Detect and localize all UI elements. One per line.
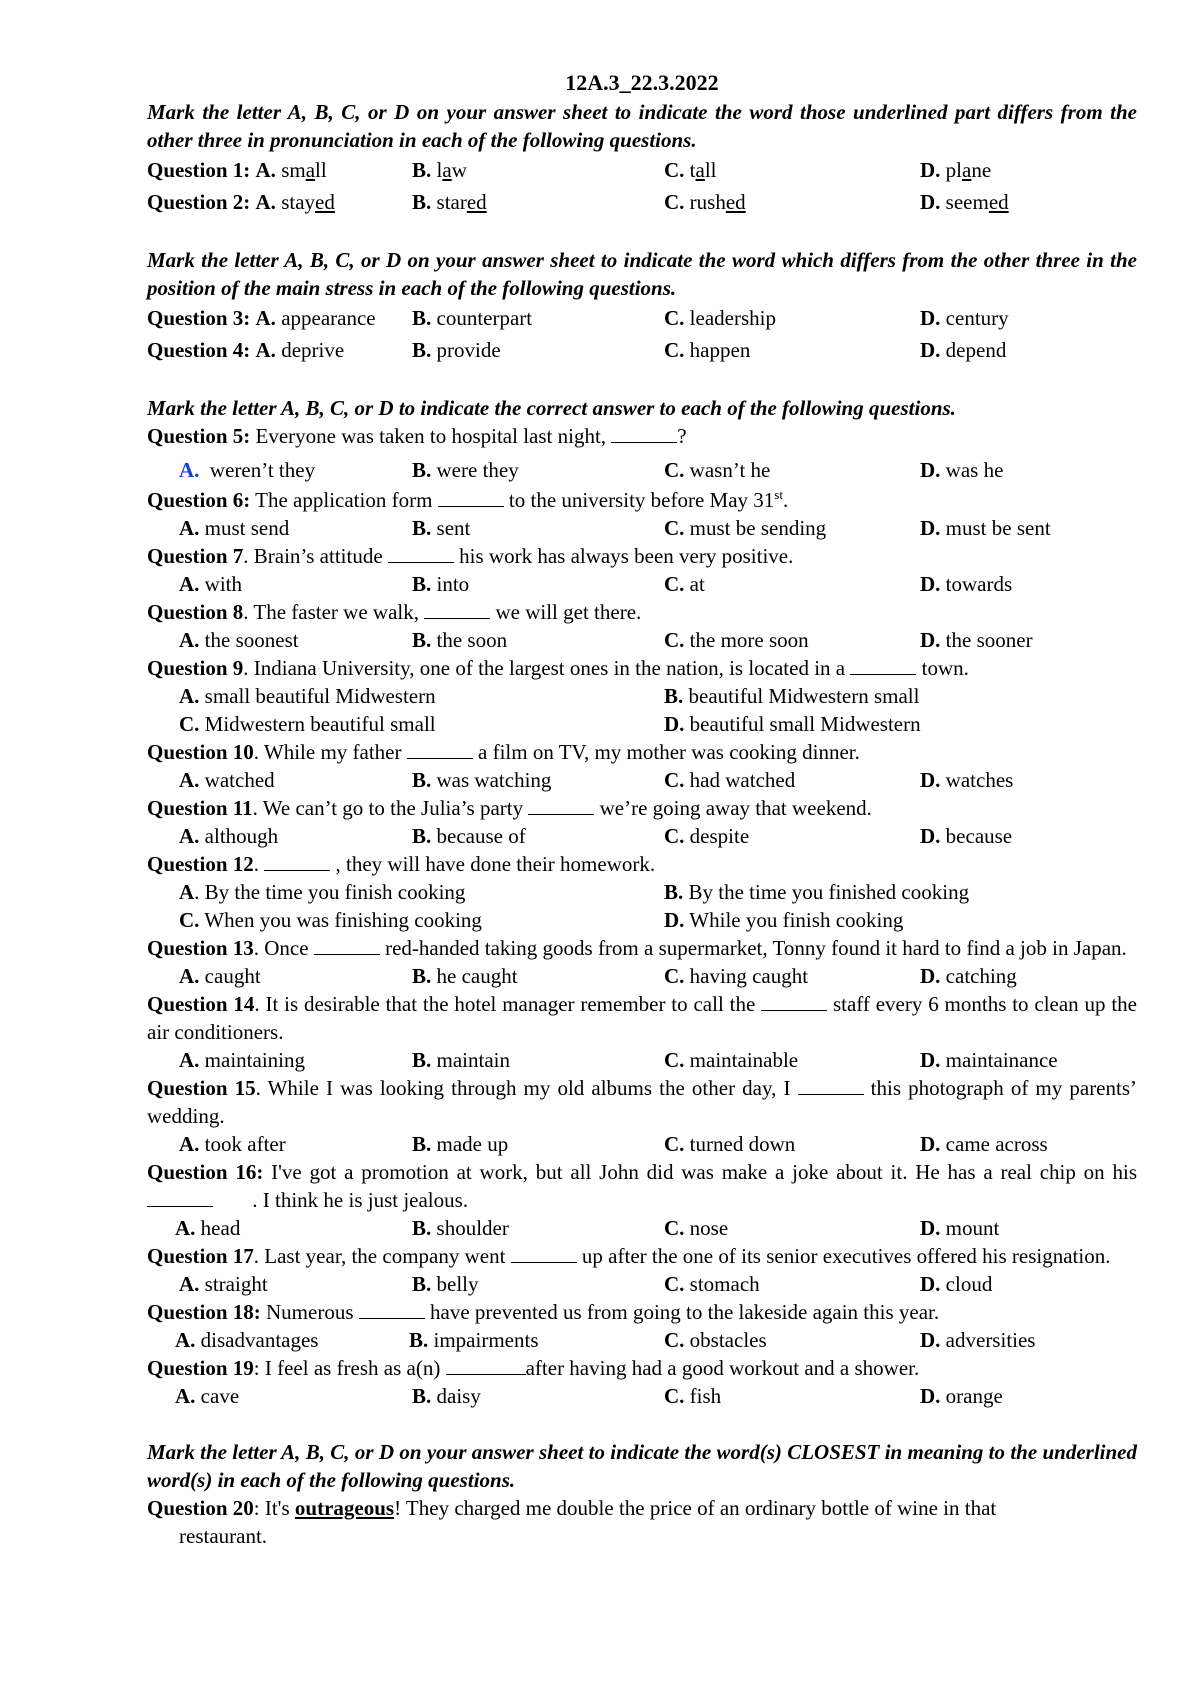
question-18-options	[147, 1326, 1137, 1354]
answer-blank	[388, 544, 454, 563]
option-d: D. mount	[920, 1216, 1000, 1240]
question-label: Question 3:	[147, 306, 251, 330]
question-label: Question 2:	[147, 190, 251, 214]
answer-blank	[424, 600, 490, 619]
option-d: D. towards	[920, 572, 1013, 596]
option-c: C. the more soon	[664, 628, 809, 652]
question-5-options	[147, 450, 1137, 486]
question-7-stem: Question 7. Brain’s attitude his work has always been very positive.	[147, 544, 794, 568]
option-d: D. came across	[920, 1132, 1048, 1156]
option-d: D. because	[920, 824, 1013, 848]
answer-blank	[147, 1188, 213, 1207]
option-b: B. daisy	[412, 1384, 481, 1408]
question-15-options	[147, 1130, 1137, 1158]
option-a: A. maintaining	[179, 1048, 305, 1072]
option-b: B. he caught	[412, 964, 518, 988]
question-9-stem: Question 9. Indiana University, one of the largest ones in the nation, is located in a town.	[147, 656, 969, 680]
section2-instruction: Mark the letter A, B, C, or D on your answer sheet to indicate the word which differs from the other three in the position of the main stress in each of the following questions.	[147, 248, 1137, 300]
question-12-stem: Question 12. , they will have done their homework.	[147, 852, 656, 876]
question-16-options	[147, 1214, 1137, 1242]
option-d: D. watches	[920, 768, 1014, 792]
option-d: D. the sooner	[920, 628, 1033, 652]
question-19-stem: Question 19: I feel as fresh as a(n) after having had a good workout and a shower.	[147, 1356, 920, 1380]
option-d: D. cloud	[920, 1272, 993, 1296]
answer-blank	[446, 1356, 526, 1375]
option-b: B. was watching	[412, 768, 552, 792]
option-c: C. wasn’t he	[664, 458, 771, 482]
question-11-options	[147, 822, 1137, 850]
option-a: A. with	[179, 572, 243, 596]
answer-blank	[798, 1076, 864, 1095]
answer-blank	[511, 1244, 577, 1263]
answer-blank	[850, 656, 916, 675]
section4-instruction: Mark the letter A, B, C, or D on your answer sheet to indicate the word(s) CLOSEST in meaning to the underlined word(s) in each of the following questions.	[147, 1440, 1137, 1492]
question-14-stem: Question 14. It is desirable that the hotel manager remember to call the staff every 6 months to clean up the air conditioners.	[147, 992, 1138, 1044]
option-d: D. While you finish cooking	[664, 908, 904, 932]
question-3: Question 3: A. appearance B. counterpart C. leadership D. century	[147, 302, 1137, 334]
option-c: C. tall	[664, 158, 717, 182]
option-b: B. impairments	[409, 1328, 539, 1352]
option-d: D. plane	[920, 158, 992, 182]
question-5-stem: Question 5: Everyone was taken to hospital last night, ?	[147, 424, 687, 448]
question-9-options-ab	[147, 682, 1137, 710]
option-d: D. orange	[920, 1384, 1003, 1408]
option-a: A. took after	[179, 1132, 286, 1156]
question-6-stem: Question 6: The application form to the university before May 31st.	[147, 487, 789, 512]
answer-blank	[761, 992, 827, 1011]
question-6-options	[147, 514, 1137, 542]
option-b: B. because of	[412, 824, 526, 848]
option-c: C. nose	[664, 1216, 729, 1240]
option-c: C. despite	[664, 824, 750, 848]
question-15-stem: Question 15. While I was looking through my old albums the other day, I this photograph of my parents’ wedding.	[147, 1076, 1138, 1128]
option-c: C. stomach	[664, 1272, 760, 1296]
option-c: C. had watched	[664, 768, 796, 792]
answer-blank	[264, 852, 330, 871]
question-8-options	[147, 626, 1137, 654]
option-c: C. obstacles	[664, 1328, 767, 1352]
question-10-stem: Question 10. While my father a film on TV, my mother was cooking dinner.	[147, 740, 860, 764]
question-11-stem: Question 11. We can’t go to the Julia’s party we’re going away that weekend.	[147, 796, 872, 820]
option-a: A. disadvantages	[175, 1328, 319, 1352]
question-label: Question 4:	[147, 338, 251, 362]
question-8-stem: Question 8. The faster we walk, we will get there.	[147, 600, 642, 624]
option-b: B. counterpart	[412, 306, 533, 330]
option-b: B. stared	[412, 190, 487, 214]
page-title: 12A.3_22.3.2022	[565, 70, 719, 95]
option-a: A. the soonest	[179, 628, 299, 652]
question-9-options-cd	[147, 710, 1137, 738]
answer-blank	[528, 796, 594, 815]
option-d: D. was he	[920, 458, 1004, 482]
question-13-stem: Question 13. Once red-handed taking goods from a supermarket, Tonny found it hard to find a job in Japan.	[147, 936, 1127, 960]
question-12-options-cd	[147, 906, 1137, 934]
question-14-options	[147, 1046, 1137, 1074]
option-b: B. By the time you finished cooking	[664, 880, 970, 904]
option-d: D. depend	[920, 338, 1007, 362]
option-b: B. law	[412, 158, 467, 182]
option-c: C. maintainable	[664, 1048, 799, 1072]
option-b: B. were they	[412, 458, 519, 482]
answer-blank	[359, 1300, 425, 1319]
question-17-stem: Question 17. Last year, the company went up after the one of its senior executives offered his resignation.	[147, 1244, 1111, 1268]
option-b: B. sent	[412, 516, 471, 540]
section3-instruction: Mark the letter A, B, C, or D to indicate the correct answer to each of the following questions.	[147, 396, 956, 420]
answer-blank	[438, 488, 504, 507]
option-d: D. adversities	[920, 1328, 1036, 1352]
option-a: A. small beautiful Midwestern	[179, 684, 436, 708]
question-1: Question 1: A. small B. law C. tall D. plane	[147, 154, 1137, 186]
question-20-stem: Question 20: It's outrageous! They charged me double the price of an ordinary bottle of wine in that	[147, 1496, 997, 1520]
question-label: Question 1:	[147, 158, 251, 182]
option-a: A. By the time you finish cooking	[179, 880, 466, 904]
option-a: A. head	[175, 1216, 241, 1240]
option-a: A. watched	[179, 768, 275, 792]
option-a: A. although	[179, 824, 279, 848]
question-2: Question 2: A. stayed B. stared C. rushed D. seemed	[147, 186, 1137, 218]
section1-instruction: Mark the letter A, B, C, or D on your answer sheet to indicate the word those underlined part differs from the other three in pronunciation in each of the following questions.	[147, 100, 1137, 152]
question-12-options-ab	[147, 878, 1137, 906]
option-b: B. shoulder	[412, 1216, 509, 1240]
option-d: D. century	[920, 306, 1009, 330]
option-c: C. Midwestern beautiful small	[179, 712, 436, 736]
option-c: C. must be sending	[664, 516, 827, 540]
worksheet-page	[147, 68, 1137, 1550]
option-b: B. the soon	[412, 628, 508, 652]
question-16-stem: Question 16: I've got a promotion at work, but all John did was make a joke about it. He has a real chip on his . I think he is just jealous.	[147, 1160, 1137, 1212]
option-c: C. When you was finishing cooking	[179, 908, 482, 932]
question-18-stem: Question 18: Numerous have prevented us from going to the lakeside again this year.	[147, 1300, 940, 1324]
option-c: C. at	[664, 572, 705, 596]
question-4: Question 4: A. deprive B. provide C. happen D. depend	[147, 334, 1137, 366]
option-c: C. happen	[664, 338, 751, 362]
option-d: D. catching	[920, 964, 1017, 988]
option-b: B. into	[412, 572, 470, 596]
option-a: A. straight	[179, 1272, 268, 1296]
option-b: B. maintain	[412, 1048, 510, 1072]
option-d: D. beautiful small Midwestern	[664, 712, 921, 736]
option-b: B. belly	[412, 1272, 479, 1296]
option-b: B. beautiful Midwestern small	[664, 684, 920, 708]
option-c: C. turned down	[664, 1132, 796, 1156]
option-a: A. cave	[175, 1384, 240, 1408]
option-c: C. fish	[664, 1384, 722, 1408]
question-10-options	[147, 766, 1137, 794]
option-a: A. must send	[179, 516, 290, 540]
option-c: C. leadership	[664, 306, 776, 330]
option-b: B. provide	[412, 338, 501, 362]
question-13-options	[147, 962, 1137, 990]
option-c: C. having caught	[664, 964, 809, 988]
underlined-word: outrageous	[294, 1496, 395, 1520]
option-b: B. made up	[412, 1132, 509, 1156]
option-d: D. maintainance	[920, 1048, 1058, 1072]
answer-blank	[611, 424, 677, 443]
option-d: D. must be sent	[920, 516, 1051, 540]
option-a: A. caught	[179, 964, 261, 988]
option-a: A. weren’t they	[179, 458, 316, 482]
answer-blank	[407, 740, 473, 759]
question-17-options	[147, 1270, 1137, 1298]
option-d: D. seemed	[920, 190, 1009, 214]
question-7-options	[147, 570, 1137, 598]
answer-blank	[314, 936, 380, 955]
option-c: C. rushed	[664, 190, 746, 214]
question-20-continuation: restaurant.	[179, 1524, 268, 1548]
question-19-options	[147, 1382, 1137, 1410]
